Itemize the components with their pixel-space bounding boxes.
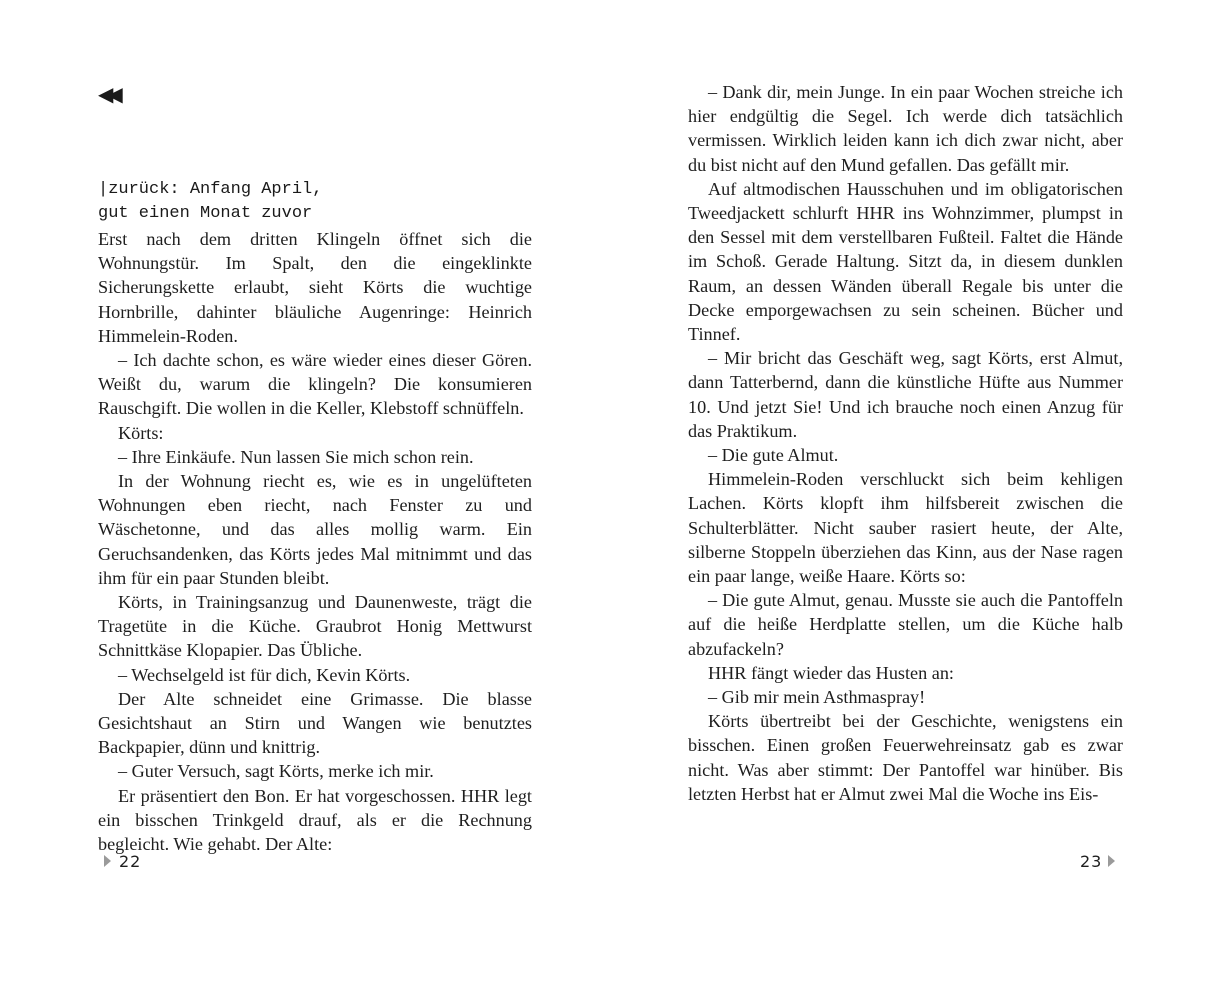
page-marker-icon	[1108, 855, 1115, 867]
page-number	[104, 852, 141, 872]
right-page-body	[688, 80, 1123, 806]
left-page	[98, 0, 538, 1000]
paragraph: Auf altmodischen Hausschuhen und im obligatorischen Tweedjackett schlurft HHR ins Wohnzimmer, plumpst in den Sessel mit dem verstellbaren Fußteil. Faltet die Hände im Schoß. Gerade Haltung. Sitzt da, in diesem dunklen Raum, an dessen Wänden überall Regale bis unter die Decke emporgewachsen zu sein scheinen. Bücher und Tinnef.	[688, 178, 1123, 345]
paragraph: – Ich dachte schon, es wäre wieder eines dieser Gören. Weißt du, warum die klingeln? Die konsumieren Rauschgift. Die wollen in die Keller, Klebstoff schnüffeln.	[98, 350, 532, 419]
paragraph: Der Alte schneidet eine Grimasse. Die blasse Gesichtshaut an Stirn und Wangen wie benutztes Backpapier, dünn und knittrig.	[98, 688, 532, 758]
paragraph: – Guter Versuch, sagt Körts, merke ich mir.	[118, 761, 434, 782]
paragraph: Körts übertreibt bei der Geschichte, wenigstens ein bisschen. Einen großen Feuerwehreinsatz gab es zwar nicht. Was aber stimmt: Der Pantoffel war hinüber. Bis letzten Herbst hat er Almut zwei Mal die Woche ins Eis-	[688, 711, 1123, 804]
paragraph: – Wechselgeld ist für dich, Kevin Körts.	[118, 664, 411, 685]
page-number-label: 22	[119, 852, 142, 871]
page-marker-icon	[104, 855, 111, 867]
paragraph: Er präsentiert den Bon. Er hat vorgeschossen. HHR legt ein bisschen Trinkgeld drauf, als er die Rechnung begleicht. Wie gehabt. Der Alte:	[98, 785, 532, 855]
paragraph: – Ihre Einkäufe. Nun lassen Sie mich schon rein.	[118, 446, 474, 467]
paragraph: – Mir bricht das Geschäft weg, sagt Körts, erst Almut, dann Tatterbernd, dann die künstliche Hüfte aus Nummer 10. Und jetzt Sie! Und ich brauche noch einen Anzug für das Praktikum.	[688, 348, 1123, 441]
left-page-body	[98, 227, 532, 856]
paragraph: – Die gute Almut, genau. Musste sie auch die Pantoffeln auf die heiße Herdplatte stellen, um die Küche halb abzufackeln?	[688, 590, 1123, 659]
right-page	[688, 0, 1128, 1000]
section-heading: |zurück: Anfang April, gut einen Monat zuvor	[98, 180, 323, 223]
paragraph: Erst nach dem dritten Klingeln öffnet sich die Wohnungstür. Im Spalt, den die eingeklinkte Sicherungskette erlaubt, sieht Körts die wuchtige Hornbrille, dahinter bläuliche Augenringe: Heinrich Himmelein-Roden.	[98, 229, 532, 346]
back-arrow-icon[interactable]: ◀◀	[98, 84, 117, 106]
paragraph: – Dank dir, mein Junge. In ein paar Wochen streiche ich hier endgültig die Segel. Ich werde dich tatsächlich vermissen. Wirklich leiden kann ich dich zwar nicht, aber du bist nicht auf den Mund gefallen. Das gefällt mir.	[688, 82, 1123, 175]
paragraph: HHR fängt wieder das Husten an:	[708, 662, 954, 683]
paragraph: Himmelein-Roden verschluckt sich beim kehligen Lachen. Körts klopft ihm hilfsbereit zwischen die Schulterblätter. Nicht sauber rasiert heute, der Alte, silberne Stoppeln überziehen das Kinn, aus der Nase ragen ein paar lange, weiße Haare. Körts so:	[688, 469, 1123, 587]
paragraph: – Gib mir mein Asthmaspray!	[708, 687, 926, 708]
paragraph: Körts:	[118, 422, 164, 443]
paragraph: Körts, in Trainingsanzug und Daunenweste, trägt die Tragetüte in die Küche. Graubrot Honig Mettwurst Schnittkäse Klopapier. Das Übliche.	[98, 592, 532, 661]
page-number	[1080, 852, 1115, 872]
paragraph: In der Wohnung riecht es, wie es in ungelüfteten Wohnungen eben riecht, nach Fenster zu und Wäschetonne, und das alles mollig warm. Ein Geruchsandenken, das Körts jedes Mal mitnimmt und das ihm für ein paar Stunden bleibt.	[98, 471, 532, 588]
paragraph: – Die gute Almut.	[708, 445, 839, 466]
page-number-label: 23	[1080, 852, 1103, 871]
